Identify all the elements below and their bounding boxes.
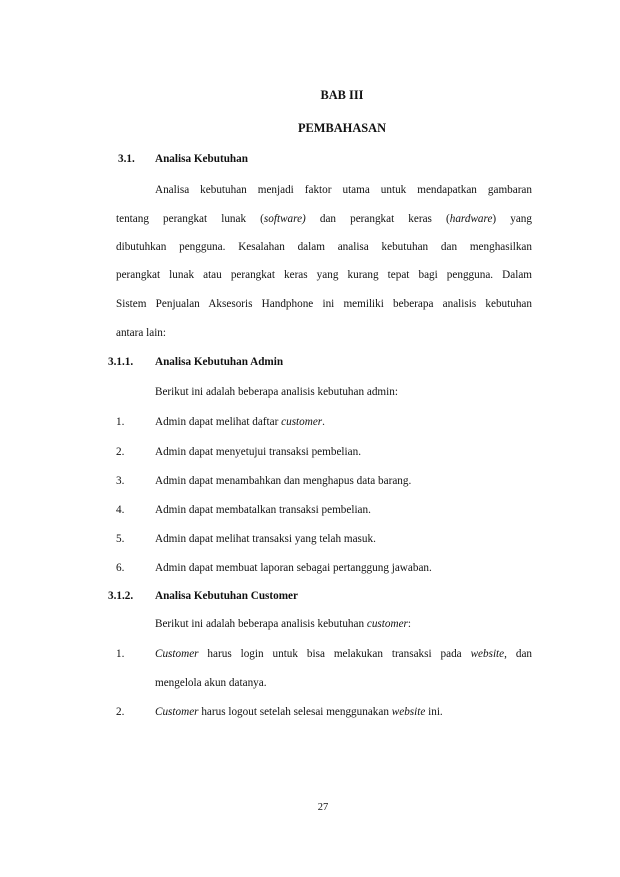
- list-item-text: Admin dapat membuat laporan sebagai pertanggung jawaban.: [155, 562, 432, 574]
- subsection-title: Analisa Kebutuhan Customer: [155, 590, 298, 602]
- list-item-number: 1.: [116, 416, 125, 428]
- paragraph-line: dibutuhkan pengguna. Kesalahan dalam analisa kebutuhan dan menghasilkan: [116, 241, 532, 253]
- paragraph-line: antara lain:: [116, 327, 167, 339]
- list-item-number: 6.: [116, 562, 125, 574]
- section-title: Analisa Kebutuhan: [155, 153, 248, 165]
- chapter-number: BAB III: [320, 88, 364, 102]
- subsection-intro: Berikut ini adalah beberapa analisis kebutuhan admin:: [155, 386, 398, 398]
- list-item-text: mengelola akun datanya.: [155, 677, 267, 689]
- list-item-text: Admin dapat membatalkan transaksi pembelian.: [155, 504, 371, 516]
- list-item-number: 2.: [116, 446, 125, 458]
- list-item-number: 1.: [116, 648, 125, 660]
- paragraph-line: Sistem Penjualan Aksesoris Handphone ini memiliki beberapa analisis kebutuhan: [116, 298, 532, 310]
- subsection-title: Analisa Kebutuhan Admin: [155, 356, 284, 368]
- list-item-number: 2.: [116, 706, 125, 718]
- paragraph-line: Analisa kebutuhan menjadi faktor utama untuk mendapatkan gambaran: [155, 184, 532, 196]
- page-number: 27: [317, 802, 329, 813]
- list-item-text: Admin dapat menambahkan dan menghapus data barang.: [155, 475, 412, 487]
- paragraph-line: tentang perangkat lunak (software) dan perangkat keras (hardware) yang: [116, 213, 532, 225]
- subsection-intro: Berikut ini adalah beberapa analisis kebutuhan customer:: [155, 618, 411, 630]
- list-item-number: 3.: [116, 475, 125, 487]
- list-item-text: Admin dapat melihat daftar customer.: [155, 416, 325, 428]
- subsection-number: 3.1.2.: [108, 590, 134, 602]
- list-item-text: Customer harus login untuk bisa melakukan transaksi pada website, dan: [155, 648, 533, 660]
- list-item-text: Customer harus logout setelah selesai menggunakan website ini.: [155, 706, 443, 718]
- paragraph-line: perangkat lunak atau perangkat keras yang kurang tepat bagi pengguna. Dalam: [116, 269, 532, 281]
- list-item-number: 5.: [116, 533, 125, 545]
- list-item-number: 4.: [116, 504, 125, 516]
- section-number: 3.1.: [118, 153, 135, 165]
- list-item-text: Admin dapat melihat transaksi yang telah masuk.: [155, 533, 376, 545]
- subsection-number: 3.1.1.: [108, 356, 134, 368]
- list-item-text: Admin dapat menyetujui transaksi pembelian.: [155, 446, 361, 458]
- chapter-title: PEMBAHASAN: [297, 121, 387, 135]
